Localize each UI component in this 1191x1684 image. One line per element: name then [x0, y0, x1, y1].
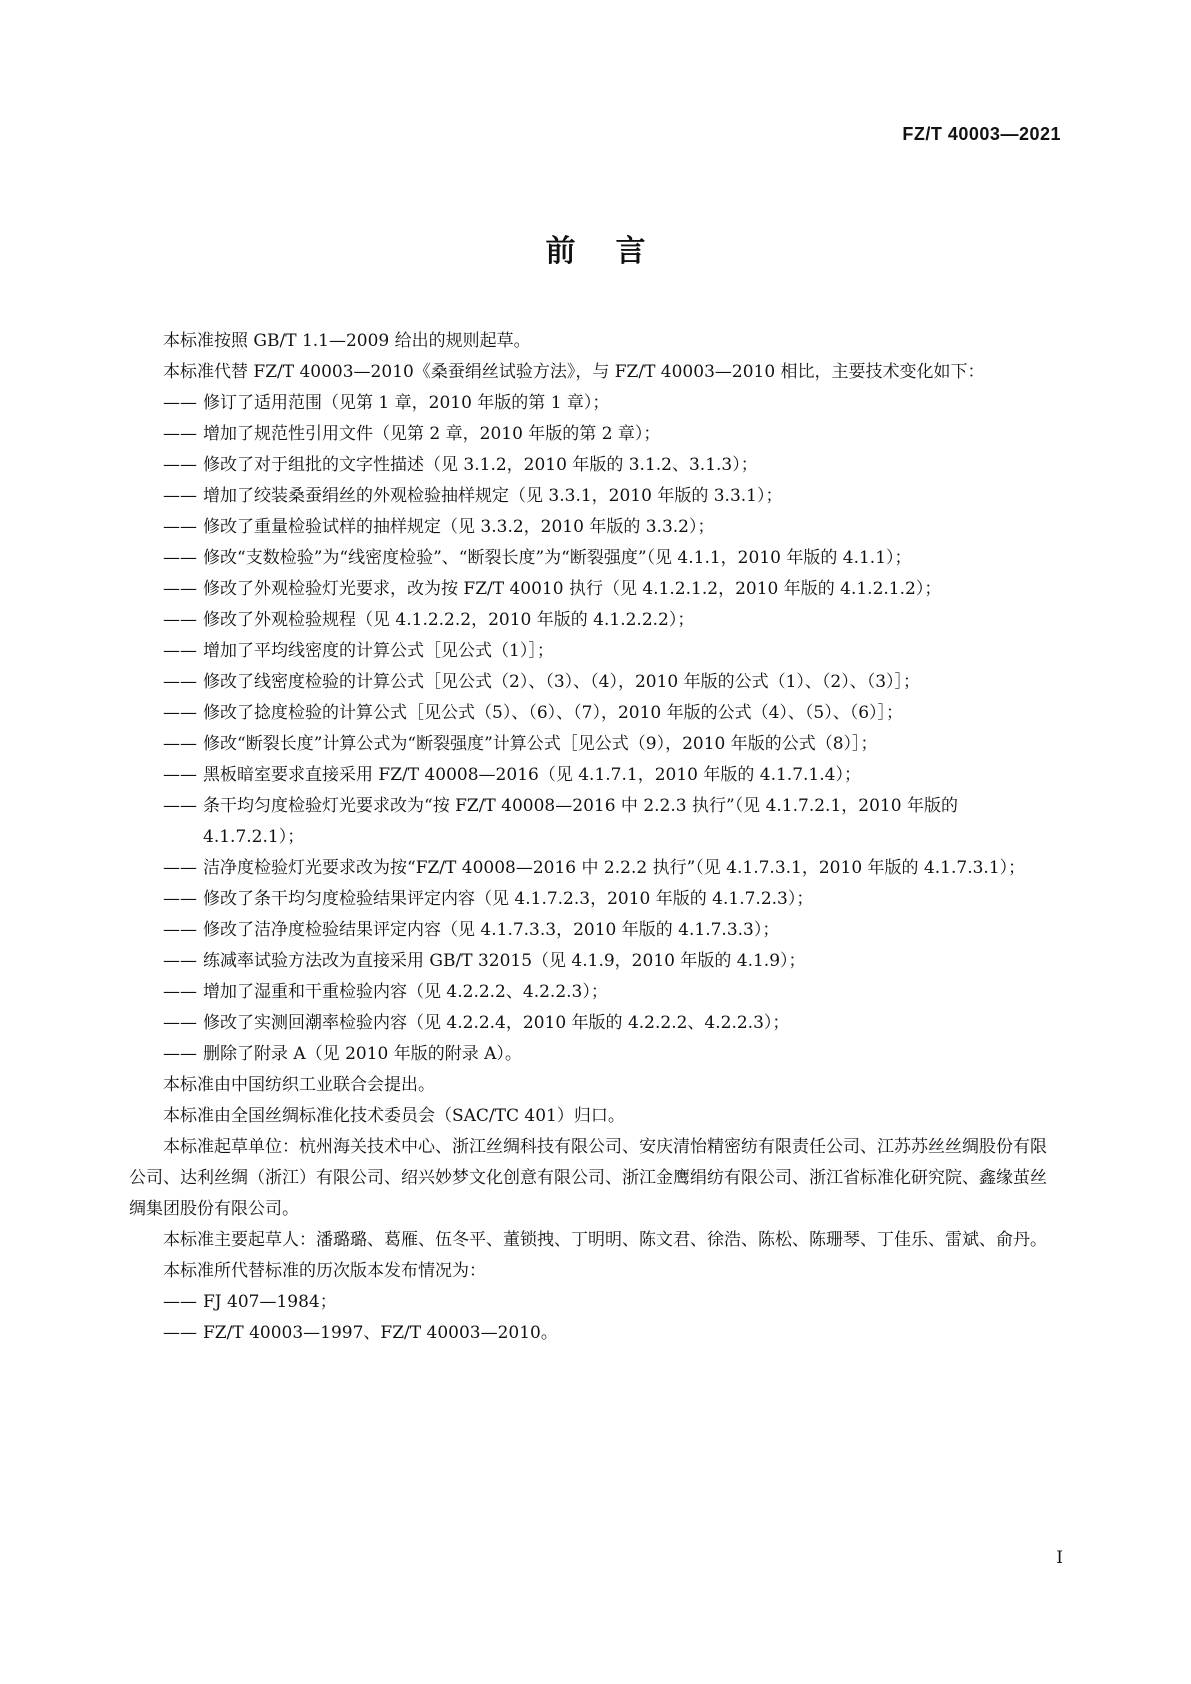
list-item	[129, 791, 1063, 853]
list-item	[129, 574, 1063, 605]
list-item	[129, 729, 1063, 760]
dash-marker: ——	[163, 920, 197, 940]
list-item-text: 修订了适用范围（见第 1 章，2010 年版的第 1 章）；	[203, 393, 610, 413]
changes-list	[129, 388, 1063, 1070]
list-item-text: 修改“断裂长度”计算公式为“断裂强度”计算公式［见公式（9），2010 年版的公式（8）］；	[203, 734, 878, 754]
list-item	[129, 543, 1063, 574]
proposer-statement: 本标准由中国纺织工业联合会提出。	[163, 1075, 435, 1095]
list-item-text: FZ/T 40003—1997、FZ/T 40003—2010。	[203, 1323, 558, 1343]
history-intro: 本标准所代替标准的历次版本发布情况为：	[163, 1261, 486, 1281]
dash-marker: ——	[163, 1044, 197, 1064]
dash-marker: ——	[163, 672, 197, 692]
list-item-text: 增加了绞装桑蚕绢丝的外观检验抽样规定（见 3.3.1，2010 年版的 3.3.1）；	[203, 486, 783, 506]
list-item-text: 修改“支数检验”为“线密度检验”、“断裂长度”为“断裂强度”（见 4.1.1，2010 年版的 4.1.1）；	[203, 548, 912, 568]
dash-marker: ——	[163, 517, 197, 537]
intro-drafting-rules: 本标准按照 GB/T 1.1—2009 给出的规则起草。	[163, 331, 531, 351]
dash-marker: ——	[163, 641, 197, 661]
list-item	[129, 977, 1063, 1008]
page-title: 前言	[545, 234, 686, 269]
centralized-statement: 本标准由全国丝绸标准化技术委员会（SAC/TC 401）归口。	[163, 1106, 625, 1126]
list-item-text: 修改了外观检验规程（见 4.1.2.2.2，2010 年版的 4.1.2.2.2）；	[203, 610, 695, 630]
preface-body	[129, 326, 1063, 1349]
list-item-text: 修改了重量检验试样的抽样规定（见 3.3.2，2010 年版的 3.3.2）；	[203, 517, 715, 537]
list-item	[129, 698, 1063, 729]
list-item	[129, 481, 1063, 512]
dash-marker: ——	[163, 858, 197, 878]
list-item	[129, 636, 1063, 667]
dash-marker: ——	[163, 1292, 197, 1312]
dash-marker: ——	[163, 796, 197, 816]
dash-marker: ——	[163, 703, 197, 723]
list-item	[129, 760, 1063, 791]
list-item-text: 增加了平均线密度的计算公式［见公式（1）］；	[203, 641, 554, 661]
dash-marker: ——	[163, 424, 197, 444]
list-item-text: 黑板暗室要求直接采用 FZ/T 40008—2016（见 4.1.7.1，2010 年版的 4.1.7.1.4）；	[203, 765, 861, 785]
dash-marker: ——	[163, 951, 197, 971]
list-item	[129, 1039, 1063, 1070]
list-item-text: 修改了实测回潮率检验内容（见 4.2.2.4，2010 年版的 4.2.2.2、4.2.2.3）；	[203, 1013, 790, 1033]
list-item	[129, 884, 1063, 915]
dash-marker: ——	[163, 982, 197, 1002]
list-item	[129, 915, 1063, 946]
list-item	[129, 1287, 1063, 1318]
list-item	[129, 512, 1063, 543]
dash-marker: ——	[163, 734, 197, 754]
intro-replacement: 本标准代替 FZ/T 40003—2010《桑蚕绢丝试验方法》，与 FZ/T 40003—2010 相比，主要技术变化如下：	[163, 362, 985, 382]
list-item-text: FJ 407—1984；	[203, 1292, 337, 1312]
dash-marker: ——	[163, 889, 197, 909]
list-item-text: 增加了规范性引用文件（见第 2 章，2010 年版的第 2 章）；	[203, 424, 661, 444]
list-item-text: 条干均匀度检验灯光要求改为“按 FZ/T 40008—2016 中 2.2.3 执行”（见 4.1.7.2.1，2010 年版的 4.1.7.2.1）；	[203, 796, 958, 847]
list-item-text: 修改了捻度检验的计算公式［见公式（5）、（6）、（7），2010 年版的公式（4）、（5）、（6）］；	[203, 703, 904, 723]
dash-marker: ——	[163, 610, 197, 630]
dash-marker: ——	[163, 579, 197, 599]
list-item	[129, 419, 1063, 450]
dash-marker: ——	[163, 455, 197, 475]
list-item-text: 修改了线密度检验的计算公式［见公式（2）、（3）、（4），2010 年版的公式（1）、（2）、（3）］；	[203, 672, 921, 692]
list-item	[129, 853, 1063, 884]
list-item-text: 修改了对于组批的文字性描述（见 3.1.2，2010 年版的 3.1.2、3.1.3）；	[203, 455, 758, 475]
dash-marker: ——	[163, 765, 197, 785]
dash-marker: ——	[163, 1013, 197, 1033]
dash-marker: ——	[163, 393, 197, 413]
standard-code: FZ/T 40003—2021	[902, 124, 1061, 144]
list-item-text: 练减率试验方法改为直接采用 GB/T 32015（见 4.1.9，2010 年版的 4.1.9）；	[203, 951, 806, 971]
list-item	[129, 946, 1063, 977]
list-item	[129, 388, 1063, 419]
list-item	[129, 667, 1063, 698]
drafting-units: 本标准起草单位：杭州海关技术中心、浙江丝绸科技有限公司、安庆清怡精密纺有限责任公司、江苏苏丝丝绸股份有限公司、达利丝绸（浙江）有限公司、绍兴妙梦文化创意有限公司、浙江金鹰绢纺有限公司、浙江省标准化研究院、鑫缘茧丝绸集团股份有限公司。	[129, 1137, 1047, 1219]
list-item	[129, 1318, 1063, 1349]
list-item-text: 洁净度检验灯光要求改为按“FZ/T 40008—2016 中 2.2.2 执行”（见 4.1.7.3.1，2010 年版的 4.1.7.3.1）；	[203, 858, 1026, 878]
list-item	[129, 605, 1063, 636]
history-list	[129, 1287, 1063, 1349]
list-item-text: 增加了湿重和干重检验内容（见 4.2.2.2、4.2.2.3）；	[203, 982, 608, 1002]
page-number: I	[1056, 1548, 1063, 1568]
list-item	[129, 450, 1063, 481]
list-item	[129, 1008, 1063, 1039]
list-item-text: 修改了外观检验灯光要求，改为按 FZ/T 40010 执行（见 4.1.2.1.2，2010 年版的 4.1.2.1.2）；	[203, 579, 942, 599]
list-item-text: 修改了洁净度检验结果评定内容（见 4.1.7.3.3，2010 年版的 4.1.7.3.3）；	[203, 920, 780, 940]
dash-marker: ——	[163, 486, 197, 506]
dash-marker: ——	[163, 548, 197, 568]
list-item-text: 删除了附录 A（见 2010 年版的附录 A）。	[203, 1044, 522, 1064]
dash-marker: ——	[163, 1323, 197, 1343]
list-item-text: 修改了条干均匀度检验结果评定内容（见 4.1.7.2.3，2010 年版的 4.1.7.2.3）；	[203, 889, 814, 909]
drafters: 本标准主要起草人：潘璐璐、葛雁、伍冬平、董锁拽、丁明明、陈文君、徐浩、陈松、陈珊琴、丁佳乐、雷斌、俞丹。	[163, 1230, 1047, 1250]
